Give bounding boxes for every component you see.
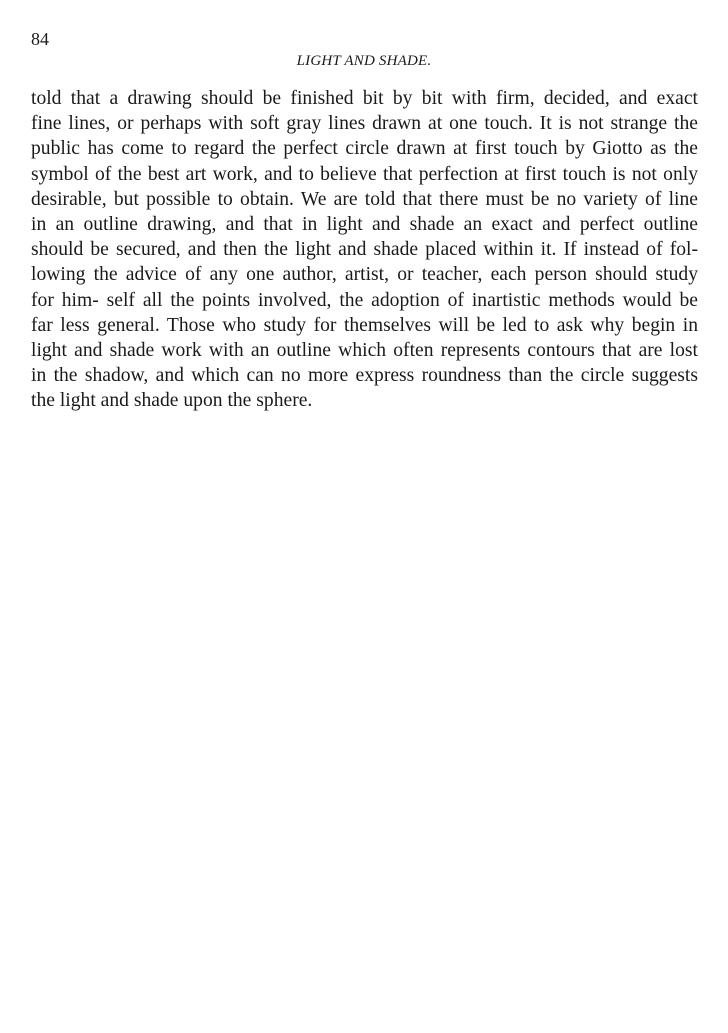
text-line: should be secured, and then the light and shade placed within it. If instead of fol- [31,239,698,261]
text-line: the light and shade upon the sphere. [31,390,313,412]
page-number: 84 [31,29,49,49]
text-line: fine lines, or perhaps with soft gray lines drawn at one touch. It is not strange the [31,113,698,135]
text-line: far less general. Those who study for themselves will be led to ask why begin in [31,314,698,336]
text-line: desirable, but possible to obtain. We are told that there must be no variety of line [31,188,698,210]
body-paragraph [31,86,698,414]
text-line: lowing the advice of any one author, artist, or teacher, each person should study [31,264,698,286]
text-line: light and shade work with an outline which often represents contours that are lost [31,340,698,362]
text-line: symbol of the best art work, and to believe that perfection at first touch is not only [31,163,698,185]
text-line: in an outline drawing, and that in light and shade an exact and perfect outline [31,214,698,236]
running-head [0,52,728,70]
text-line: told that a drawing should be finished bit by bit with firm, decided, and exact [31,88,698,109]
text-line: public has come to regard the perfect circle drawn at first touch by Giotto as the [31,138,698,160]
text-line: for him- self all the points involved, the adoption of inartistic methods would be [31,289,698,311]
running-head-title: LIGHT AND SHADE. [296,53,432,69]
text-line: in the shadow, and which can no more express roundness than the circle suggests [31,365,698,387]
